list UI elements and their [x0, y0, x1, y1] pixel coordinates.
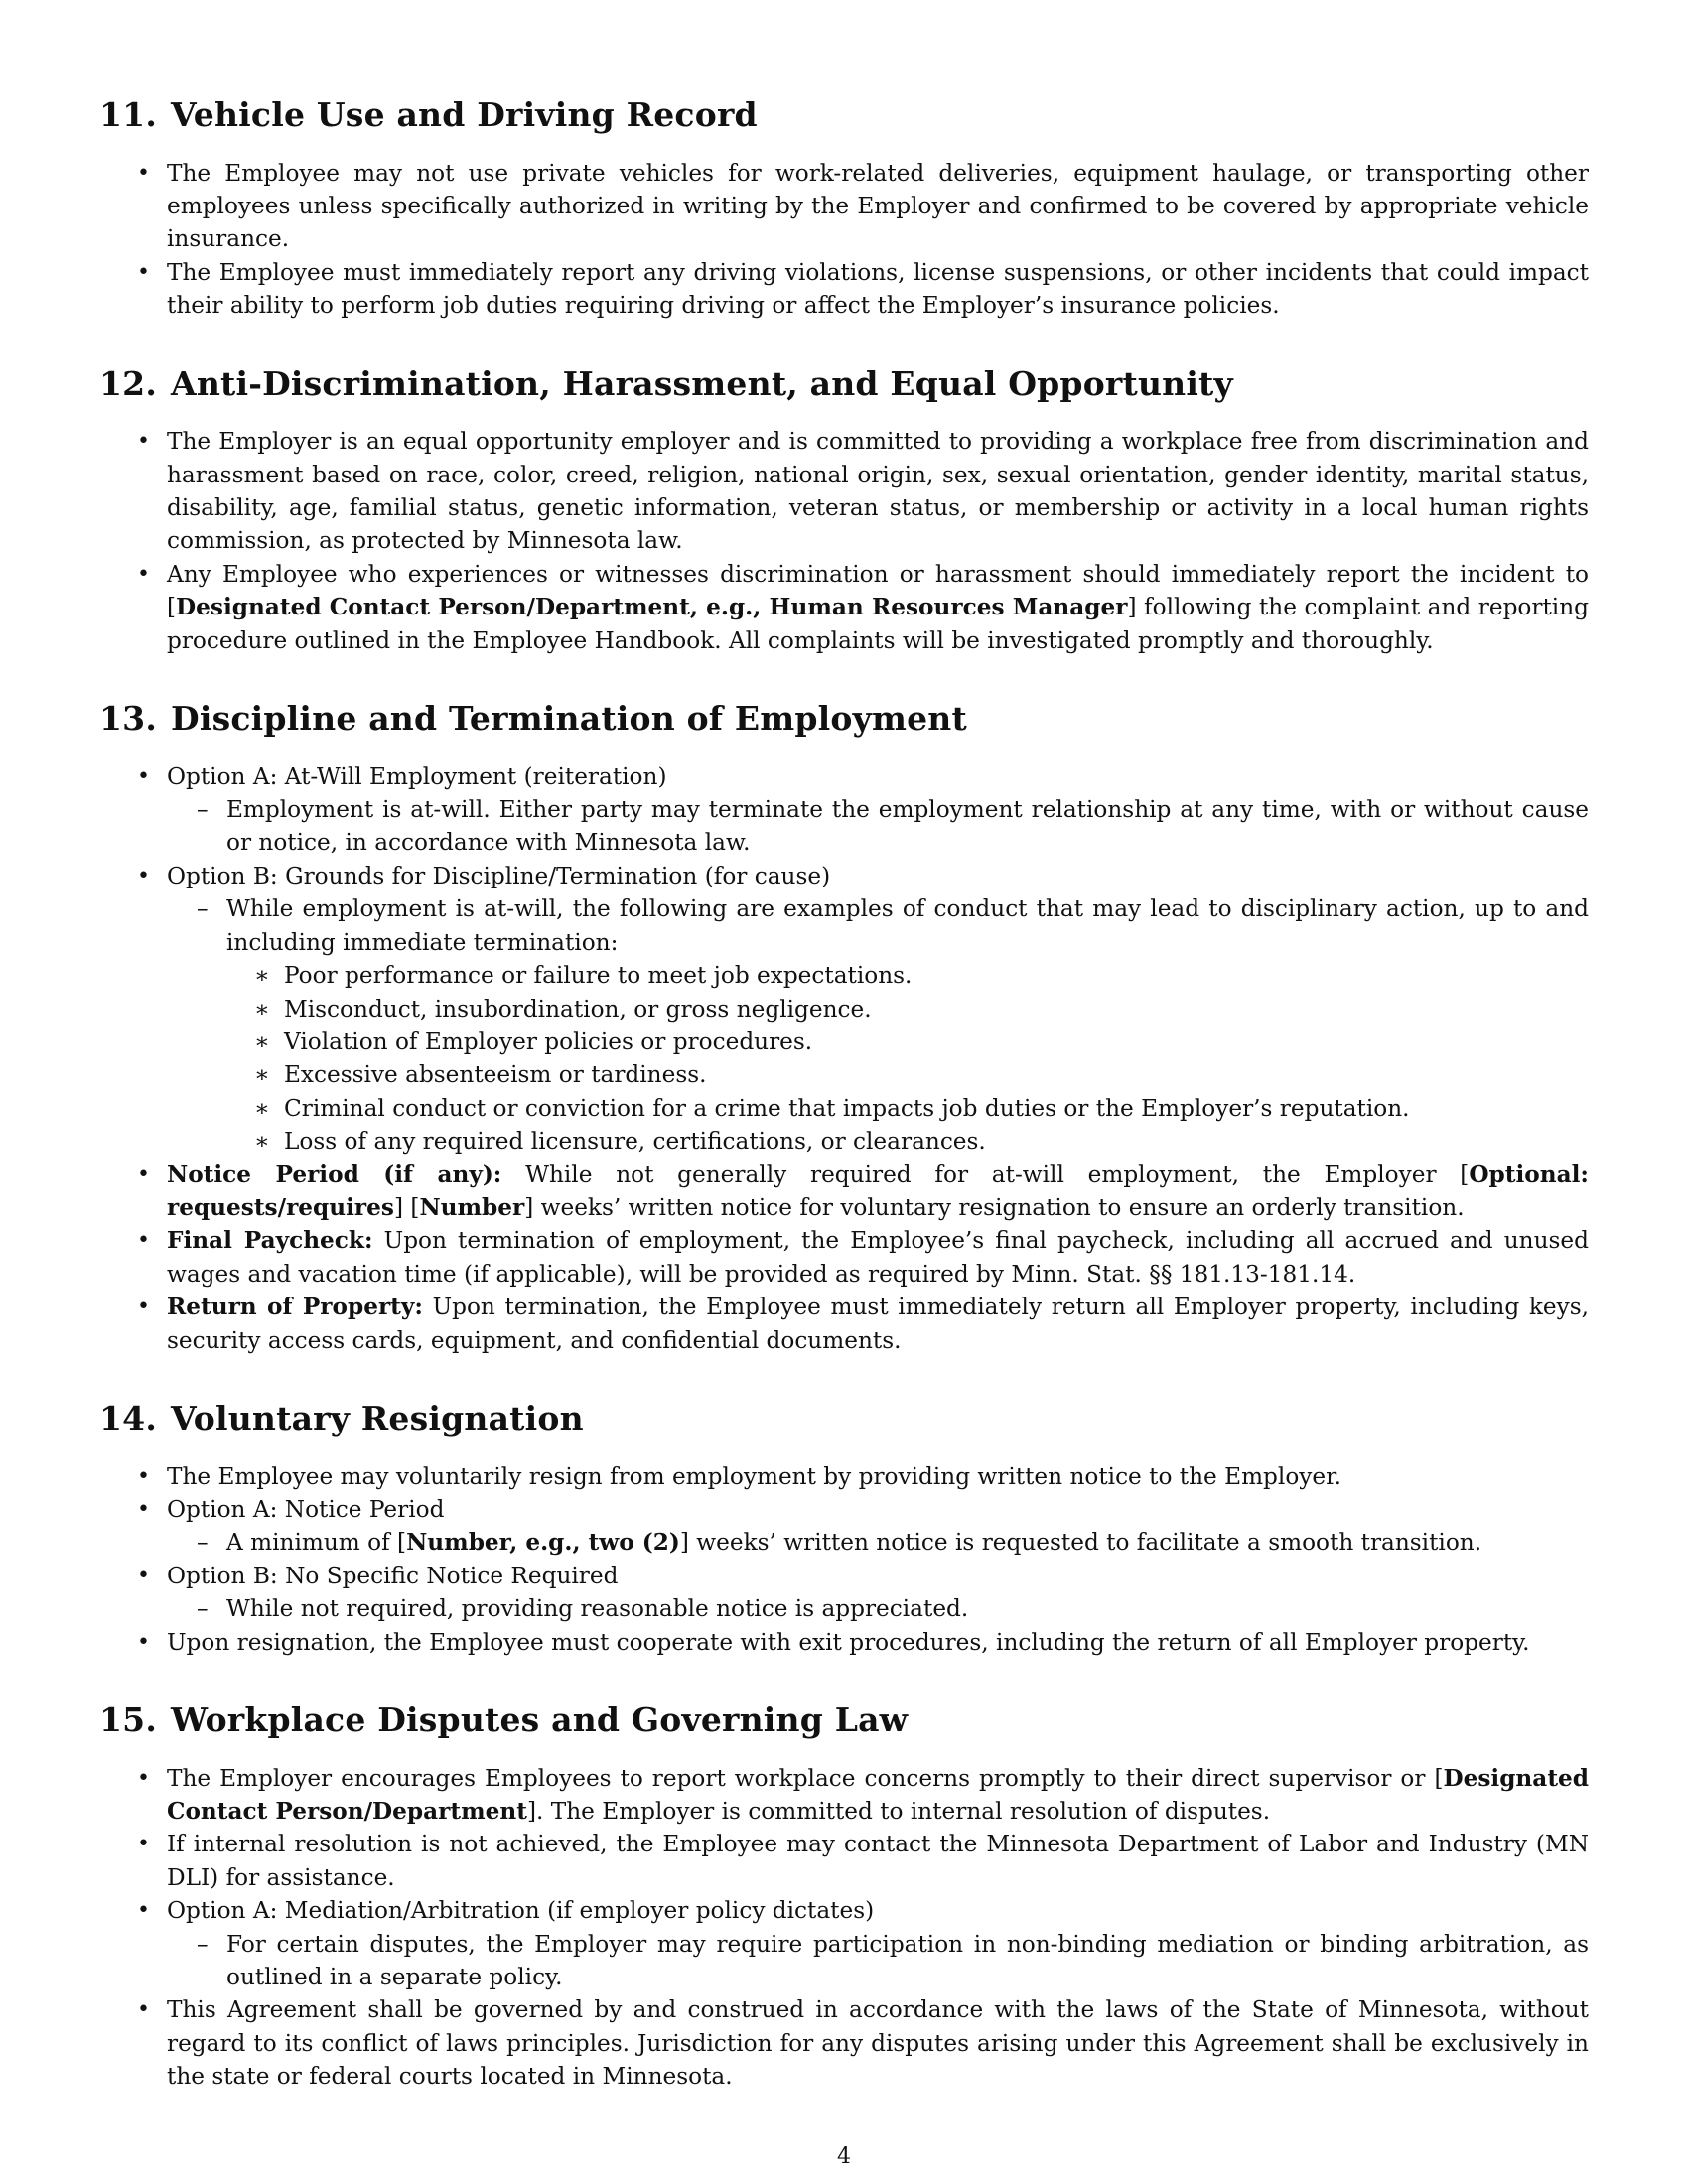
- section-15: [99, 1701, 1589, 2094]
- list-item: • The Employer is an equal opportunity employer and is committed to providing a workplace free from discrimination and harassment based on race, color, creed, religion, national origin, sex, sexual orientation, gender identity, marital status, disability, age, familial status, genetic information, veteran status, or membership or activity in a local human rights commission, as protected by Minnesota law.: [99, 425, 1589, 558]
- section-heading: 13. Discipline and Termination of Employment: [99, 699, 967, 739]
- list-item: • The Employee may not use private vehicles for work-related deliveries, equipment haulage, or transporting other employees unless specifically authorized in writing by the Employer and confirmed to be covered by appropriate vehicle insurance.: [99, 157, 1589, 256]
- section-13: [99, 699, 1589, 1357]
- section-heading: 14. Voluntary Resignation: [99, 1398, 584, 1437]
- sub-list: [167, 793, 1589, 860]
- section-14: [99, 1399, 1589, 1659]
- list-item: • Final Paycheck: Upon termination of employment, the Employee’s final paycheck, including all accrued and unused wages and vacation time (if applicable), will be provided as required by Minn. Stat. §§ 181.13-181.14.: [99, 1224, 1589, 1291]
- list-item: • Option A: At-Will Employment (reiteration) – Employment is at-will. Either party may terminate the employment relationship at any time, with or without cause or notice, in accordance with Minnesota law.: [99, 760, 1589, 860]
- bullet-list: [99, 1762, 1589, 2094]
- list-item: • If internal resolution is not achieved, the Employee may contact the Minnesota Department of Labor and Industry (MN DLI) for assistance.: [99, 1828, 1589, 1894]
- sub-list-item: – While employment is at-will, the following are examples of conduct that may lead to disciplinary action, up to and including immediate termination: ∗ Poor performance or failure to meet job expectations. ∗ Misconduct, insubordination, or gross negligence. ∗ Violation of Employer policies or procedures. ∗ Excessive absenteeism or tardiness. ∗ Criminal conduct or conviction for a crime that impacts job duties or the Employer’s reputation. ∗ Loss of any required licensure, certifications, or clearances.: [197, 892, 1589, 1158]
- list-item: • The Employee may voluntarily resign from employment by providing written notice to the Employer.: [99, 1460, 1589, 1493]
- ground-item: ∗ Excessive absenteeism or tardiness.: [254, 1058, 1589, 1091]
- list-item: • Option B: Grounds for Discipline/Termination (for cause) – While employment is at-will, the following are examples of conduct that may lead to disciplinary action, up to and including immediate termination: ∗ Poor performance or failure to meet job expectations. ∗ Misconduct, insubordination, or gross negligence. ∗ Violation of Employer policies or procedures. ∗ Excessive absenteeism or tardiness. ∗ Criminal conduct or conviction for a crime that impacts job duties or the Employer’s reputation. ∗ Loss of any required licensure, certifications, or clearances.: [99, 860, 1589, 1159]
- section-heading: 11. Vehicle Use and Driving Record: [99, 95, 758, 134]
- section-heading: 15. Workplace Disputes and Governing Law: [99, 1701, 909, 1739]
- sub-list-item: – A minimum of [Number, e.g., two (2)] weeks’ written notice is requested to facilitate a smooth transition.: [197, 1526, 1589, 1559]
- sub-list-item: – Employment is at-will. Either party may terminate the employment relationship at any time, with or without cause or notice, in accordance with Minnesota law.: [197, 793, 1589, 860]
- list-item: • Option A: Notice Period – A minimum of [Number, e.g., two (2)] weeks’ written notice is requested to facilitate a smooth transition.: [99, 1493, 1589, 1560]
- list-item: • Notice Period (if any): While not generally required for at-will employment, the Employer [Optional: requests/requires] [Number] weeks’ written notice for voluntary resignation to ensure an orderly transition.: [99, 1159, 1589, 1225]
- ground-item: ∗ Violation of Employer policies or procedures.: [254, 1025, 1589, 1058]
- document-page: [99, 95, 1589, 2135]
- list-item: • Return of Property: Upon termination, the Employee must immediately return all Employer property, including keys, security access cards, equipment, and confidential documents.: [99, 1291, 1589, 1357]
- bullet-list: [99, 760, 1589, 1357]
- list-item: • The Employer encourages Employees to report workplace concerns promptly to their direct supervisor or [Designated Contact Person/Department]. The Employer is committed to internal resolution of disputes.: [99, 1762, 1589, 1829]
- sub-list-item: – While not required, providing reasonable notice is appreciated.: [197, 1592, 1589, 1625]
- sub-list: [167, 1928, 1589, 1994]
- sub-list: [167, 892, 1589, 1158]
- sub-list: [167, 1526, 1589, 1559]
- grounds-list: [226, 959, 1589, 1158]
- ground-item: ∗ Poor performance or failure to meet job expectations.: [254, 959, 1589, 992]
- sub-list: [167, 1592, 1589, 1625]
- list-item: • Option B: No Specific Notice Required – While not required, providing reasonable notice is appreciated.: [99, 1560, 1589, 1626]
- section-11: [99, 95, 1589, 323]
- bullet-list: [99, 425, 1589, 657]
- ground-item: ∗ Misconduct, insubordination, or gross negligence.: [254, 993, 1589, 1025]
- list-item: • The Employee must immediately report any driving violations, license suspensions, or other incidents that could impact their ability to perform job duties requiring driving or affect the Employer’s insurance policies.: [99, 256, 1589, 323]
- ground-item: ∗ Loss of any required licensure, certifications, or clearances.: [254, 1125, 1589, 1158]
- list-item: • Option A: Mediation/Arbitration (if employer policy dictates) – For certain disputes, the Employer may require participation in non-binding mediation or binding arbitration, as outlined in a separate policy.: [99, 1894, 1589, 1993]
- section-heading: 12. Anti-Discrimination, Harassment, and Equal Opportunity: [99, 363, 1233, 403]
- ground-item: ∗ Criminal conduct or conviction for a crime that impacts job duties or the Employer’s reputation.: [254, 1092, 1589, 1125]
- bullet-list: [99, 157, 1589, 323]
- page-number: 4: [837, 2144, 851, 2169]
- bullet-list: [99, 1460, 1589, 1659]
- sub-list-item: – For certain disputes, the Employer may require participation in non-binding mediation or binding arbitration, as outlined in a separate policy.: [197, 1928, 1589, 1994]
- list-item: • This Agreement shall be governed by and construed in accordance with the laws of the State of Minnesota, without regard to its conflict of laws principles. Jurisdiction for any disputes arising under this Agreement shall be exclusively in the state or federal courts located in Minnesota.: [99, 1993, 1589, 2093]
- list-item: • Upon resignation, the Employee must cooperate with exit procedures, including the return of all Employer property.: [99, 1626, 1589, 1659]
- section-12: [99, 364, 1589, 657]
- list-item: • Any Employee who experiences or witnesses discrimination or harassment should immediately report the incident to [Designated Contact Person/Department, e.g., Human Resources Manager] following the complaint and reporting procedure outlined in the Employee Handbook. All complaints will be investigated promptly and thoroughly.: [99, 558, 1589, 657]
